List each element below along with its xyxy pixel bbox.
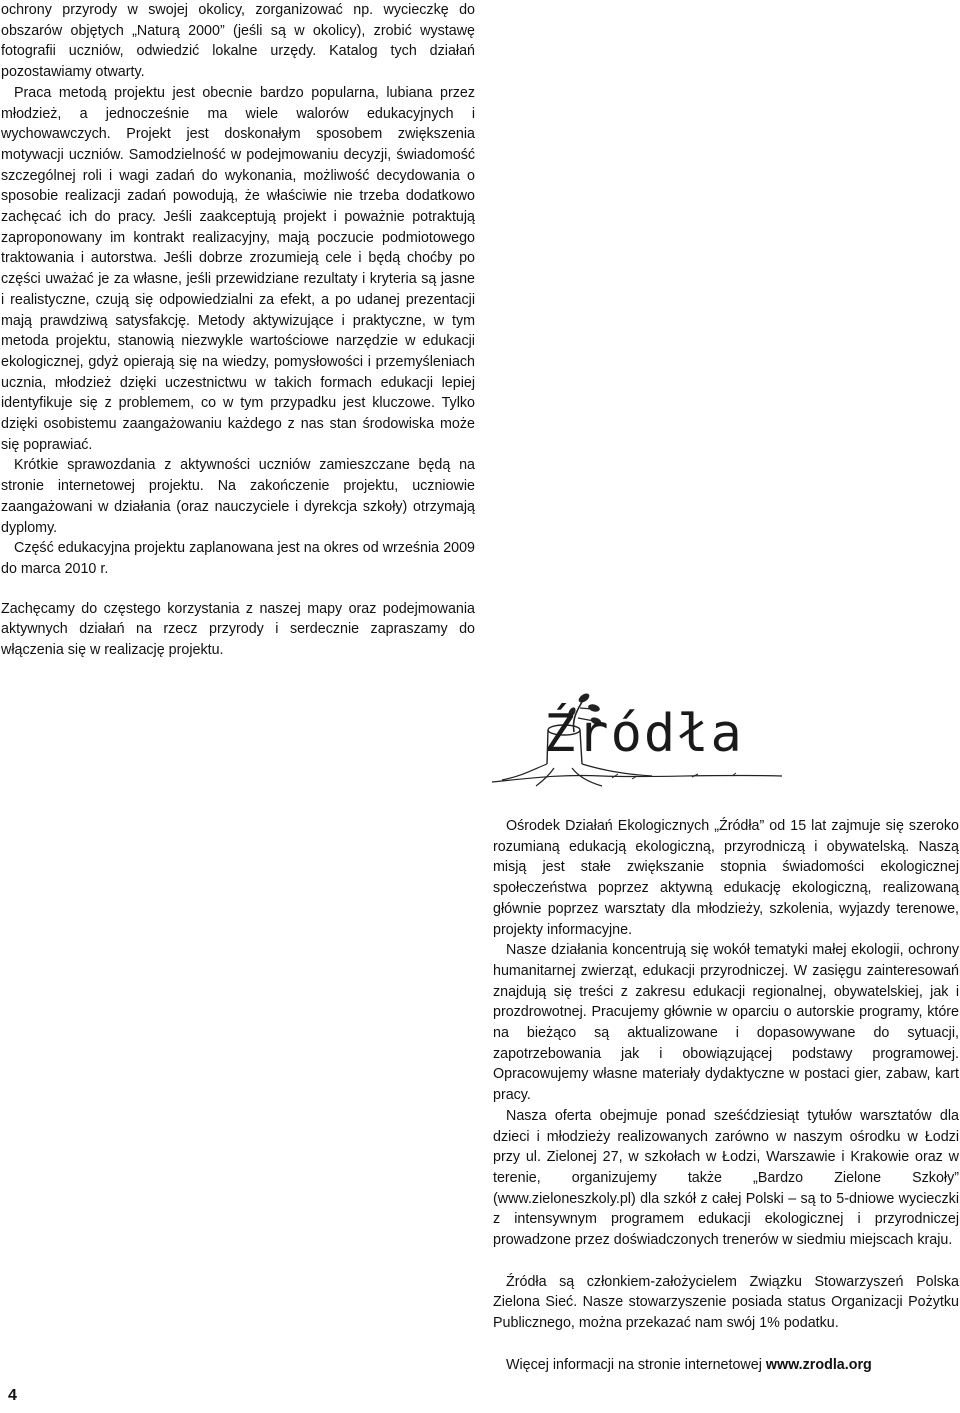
website-link[interactable]: www.zrodla.org — [765, 1356, 872, 1373]
left-column — [1, 0, 475, 661]
paragraph: Nasza oferta obejmuje ponad sześćdziesiąt tytułów warsztatów dla dzieci i młodzieży realizowanych zarówno w naszym ośrodku w Łodzi przy ul. Zielonej 27, w szkołach w Łodzi, Warszawie i Krakowie oraz w terenie, organizujemy także „Bardzo Zielone Szkoły” (www.zieloneszkoly.pl) dla szkół z całej Polski – są to 5-dniowe wycieczki z intensywnym programem edukacji ekologicznej i przyrodniczej prowadzone przez doświadczonych trenerów w siedmiu miejscach kraju. — [493, 1107, 959, 1249]
right-column — [493, 816, 959, 1376]
zrodla-logo — [492, 688, 792, 788]
paragraph: Źródła są członkiem-założycielem Związku Stowarzyszeń Polska Zielona Sieć. Nasze stowarzyszenie posiada status Organizacji Pożytku Publicznego, można przekazać nam swój 1% podatku. — [493, 1273, 959, 1332]
paragraph: Ośrodek Działań Ekologicznych „Źródła” od 15 lat zajmuje się szeroko rozumianą edukacją ekologiczną, przyrodniczą i obywatelską. Naszą misją jest stałe zwiększanie stopnia świadomości ekologicznej społeczeństwa poprzez aktywną edukację ekologiczną, realizowaną głównie poprzez warsztaty dla młodzieży, szkolenia, wyjazdy terenowe, projekty informacyjne. — [493, 818, 959, 938]
more-info-line — [493, 1355, 959, 1376]
paragraph: Część edukacyjna projektu zaplanowana jest na okres od września 2009 do marca 2010 r. — [1, 540, 475, 577]
page-number: 4 — [8, 1387, 17, 1404]
paragraph: ochrony przyrody w swojej okolicy, zorganizować np. wycieczkę do obszarów objętych „Naturą 2000” (jeśli są w okolicy), zrobić wystawę fotografii uczniów, odwiedzić lokalne urzędy. Katalog tych działań pozostawiamy otwarty. — [1, 2, 475, 81]
logo-wordmark: Źródła — [544, 704, 744, 764]
paragraph: Krótkie sprawozdania z aktywności uczniów zamieszczane będą na stronie internetowej projektu. Na zakończenie projektu, uczniowie zaangażowani w działania (oraz nauczyciele i dyrekcja szkoły) otrzymają dyplomy. — [1, 457, 475, 536]
more-info-text: Więcej informacji na stronie internetowej — [506, 1356, 766, 1373]
closing-paragraph: Zachęcamy do częstego korzystania z naszej mapy oraz podejmowania aktywnych działań na rzecz przyrody i serdecznie zapraszamy do włączenia się w realizację projektu. — [1, 600, 475, 659]
paragraph: Nasze działania koncentrują się wokół tematyki małej ekologii, ochrony humanitarnej zwierząt, edukacji przyrodniczej. W zasięgu zainteresowań znajdują się treści z zakresu edukacji regionalnej, obywatelskiej, jak i prozdrowotnej. Pracujemy głównie w oparciu o autorskie programy, które na bieżąco są aktualizowane i dopasowywane do sytuacji, zapotrzebowania jak i obowiązującej podstawy programowej. Opracowujemy własne materiały dydaktyczne w postaci gier, zabaw, kart pracy. — [493, 942, 959, 1104]
paragraph: Praca metodą projektu jest obecnie bardzo popularna, lubiana przez młodzież, a jednocześnie ma wiele walorów edukacyjnych i wychowawczych. Projekt jest doskonałym sposobem zwiększenia motywacji uczniów. Samodzielność w podejmowaniu decyzji, świadomość szczególnej roli i wagi zadań do wykonania, możliwość decydowania o sposobie realizacji zadań powodują, że właściwie nie trzeba dodatkowo zachęcać ich do pracy. Jeśli zaakceptują projekt i poważnie potraktują zaproponowany im kontrakt realizacyjny, mają poczucie podmiotowego traktowania i autorstwa. Jeśli dobrze zrozumieją cele i będą choćby po części uważać je za własne, jeśli przewidziane rezultaty i kryteria są jasne i realistyczne, czują się odpowiedzialni za efekt, a po udanej prezentacji mają prawdziwą satysfakcję. Metody aktywizujące i praktyczne, w tym metoda projektu, stanowią niezwykle wartościowe narzędzie w edukacji ekologicznej, gdyż opierają się na wiedzy, pomysłowości i przemyśleniach ucznia, młodzież dzięki uczestnictwu w takich formach edukacji lepiej identyfikuje się z problemem, co w tym przypadku jest kluczowe. Tylko dzięki osobistemu zaangażowaniu każdego z nas stan środowiska może się poprawiać. — [1, 84, 475, 453]
